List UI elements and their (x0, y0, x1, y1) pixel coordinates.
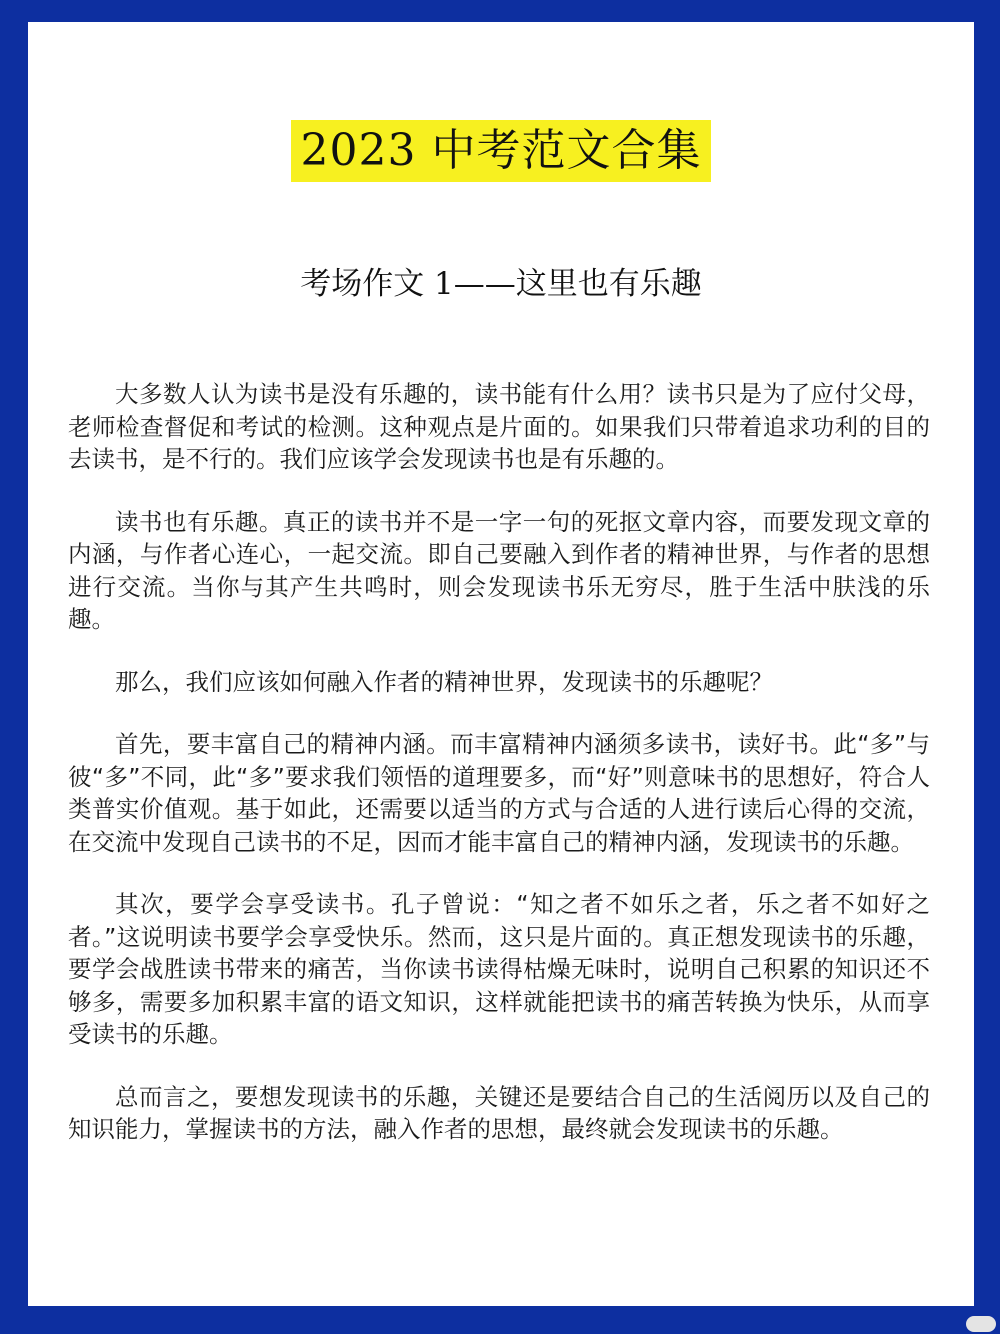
paragraph-2: 读书也有乐趣。真正的读书并不是一字一句的死抠文章内容，而要发现文章的内涵，与作者心连心，一起交流。即自己要融入到作者的精神世界，与作者的思想进行交流。当你与其产生共鸣时，则会发现读书乐无穷尽，胜于生活中肤浅的乐趣。 (68, 507, 930, 633)
paragraph-4: 首先，要丰富自己的精神内涵。而丰富精神内涵须多读书，读好书。此“多”与彼“多”不同，此“多”要求我们领悟的道理要多，而“好”则意味书的思想好，符合人类普实价值观。基于如此，还需要以适当的方式与合适的人进行读后心得的交流，在交流中发现自己读书的不足，因而才能丰富自己的精神内涵，发现读书的乐趣。 (68, 730, 930, 856)
paragraph-5: 其次，要学会享受读书。孔子曾说：“知之者不如乐之者，乐之者不如好之者。”这说明读书要学会享受快乐。然而，这只是片面的。真正想发现读书的乐趣，要学会战胜读书带来的痛苦，当你读书读得枯燥无味时，说明自己积累的知识还不够多，需要多加积累丰富的语文知识，这样就能把读书的痛苦转换为快乐，从而享受读书的乐趣。 (68, 890, 930, 1048)
page-title: 2023 中考范文合集 (291, 120, 712, 182)
essay-subtitle: 考场作文 1——这里也有乐趣 (300, 266, 702, 302)
essay-body (68, 378, 930, 1176)
document-page (28, 22, 974, 1306)
watermark-badge (966, 1316, 996, 1332)
paragraph-6: 总而言之，要想发现读书的乐趣，关键还是要结合自己的生活阅历以及自己的知识能力，掌握读书的方法，融入作者的思想，最终就会发现读书的乐趣。 (68, 1082, 930, 1143)
paragraph-1: 大多数人认为读书是没有乐趣的，读书能有什么用？读书只是为了应付父母，老师检查督促和考试的检测。这种观点是片面的。如果我们只带着追求功利的目的去读书，是不行的。我们应该学会发现读书也是有乐趣的。 (68, 380, 930, 473)
paragraph-3: 那么，我们应该如何融入作者的精神世界，发现读书的乐趣呢？ (115, 667, 773, 696)
title-block (28, 120, 974, 182)
